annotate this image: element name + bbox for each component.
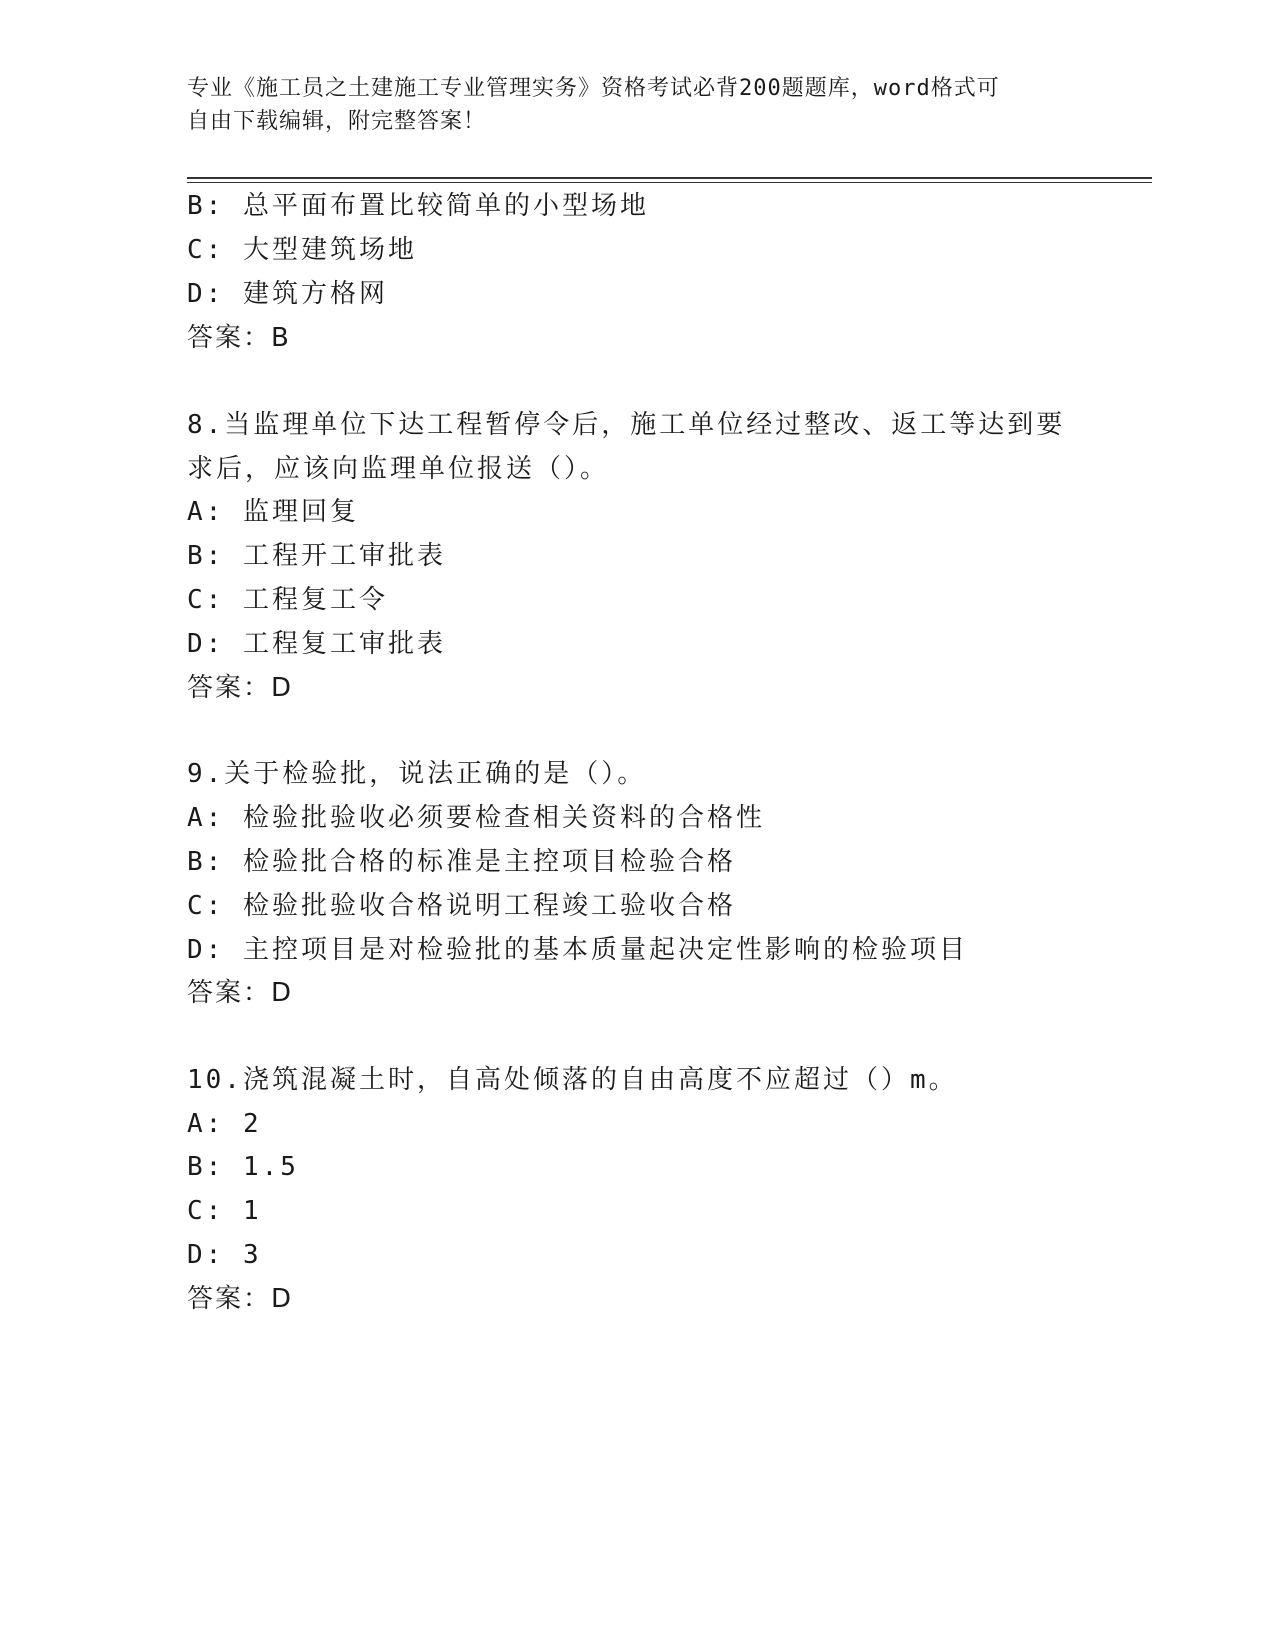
q9-option-c: C: 检验批验收合格说明工程竣工验收合格 (187, 891, 736, 921)
q8-option-c: C: 工程复工令 (187, 585, 388, 615)
q8-option-a: A: 监理回复 (187, 497, 359, 527)
q10-option-a: A: 2 (187, 1109, 262, 1139)
q8-stem-line-1: 8.当监理单位下达工程暂停令后，施工单位经过整改、返工等达到要 (187, 410, 1066, 440)
header-divider-thin (187, 182, 1152, 183)
q8-stem-line-2: 求后，应该向监理单位报送（）。 (187, 454, 610, 484)
q7-option-d: D: 建筑方格网 (187, 279, 388, 309)
document-header (187, 72, 1067, 138)
q10-stem: 10.浇筑混凝土时，自高处倾落的自由高度不应超过（）m。 (187, 1065, 958, 1095)
q9-stem: 9.关于检验批，说法正确的是（）。 (187, 759, 647, 789)
q10-option-b: B: 1.5 (187, 1152, 299, 1182)
q7-option-b: B: 总平面布置比较简单的小型场地 (187, 191, 649, 221)
q9-answer: 答案：D (187, 978, 294, 1008)
header-line-1: 专业《施工员之土建施工专业管理实务》资格考试必背200题题库，word格式可 (187, 76, 1000, 101)
q9-option-d: D: 主控项目是对检验批的基本质量起决定性影响的检验项目 (187, 935, 968, 965)
header-line-2: 自由下载编辑，附完整答案！ (187, 109, 487, 134)
q7-answer: 答案：B (187, 323, 291, 353)
header-divider-thick (187, 177, 1152, 179)
q8-answer: 答案：D (187, 673, 294, 703)
q8-option-d: D: 工程复工审批表 (187, 629, 446, 659)
q9-option-b: B: 检验批合格的标准是主控项目检验合格 (187, 847, 736, 877)
q10-option-d: D: 3 (187, 1240, 262, 1270)
q7-option-c: C: 大型建筑场地 (187, 235, 417, 265)
q8-option-b: B: 工程开工审批表 (187, 541, 446, 571)
q10-answer: 答案：D (187, 1284, 294, 1314)
q9-option-a: A: 检验批验收必须要检查相关资料的合格性 (187, 803, 765, 833)
q10-option-c: C: 1 (187, 1196, 262, 1226)
